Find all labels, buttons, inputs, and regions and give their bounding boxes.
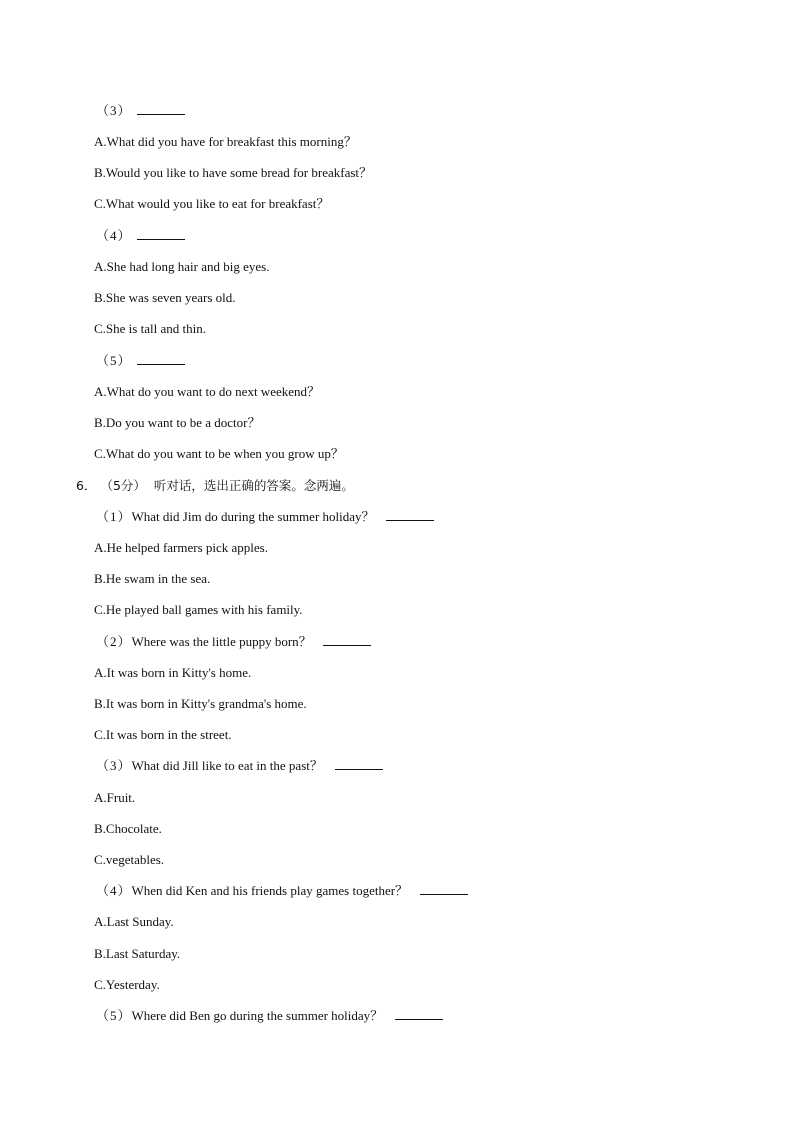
answer-blank[interactable]	[386, 509, 434, 521]
answer-blank[interactable]	[137, 353, 185, 365]
question-6-1-stem	[96, 509, 434, 525]
answer-blank[interactable]	[323, 634, 371, 646]
question-number: （3）	[96, 758, 132, 773]
option-b: B.Chocolate.	[94, 821, 162, 836]
question-number: （4）	[96, 228, 132, 243]
option-a: A.What do you want to do next weekend？	[94, 384, 321, 399]
question-text: Where did Ben go during the summer holiday？	[131, 1008, 384, 1023]
answer-blank[interactable]	[137, 103, 185, 115]
answer-blank[interactable]	[137, 228, 185, 240]
question-number: （5）	[96, 353, 132, 368]
option-c: C.What do you want to be when you grow up？	[94, 446, 344, 461]
option-b: B.Would you like to have some bread for breakfast？	[94, 165, 373, 180]
option-c: C.Yesterday.	[94, 977, 160, 992]
section-instruction: 听对话，选出正确的答案。念两遍。	[153, 478, 354, 493]
option-a: A.It was born in Kitty's home.	[94, 665, 252, 680]
option-a: A.He helped farmers pick apples.	[94, 540, 268, 555]
question-6-4-stem	[96, 883, 468, 899]
section-score: （5分）	[100, 478, 146, 493]
question-number: （2）	[96, 634, 132, 649]
option-b: B.Do you want to be a doctor？	[94, 415, 261, 430]
question-text: What did Jim do during the summer holiday？	[131, 509, 375, 524]
question-text: What did Jill like to eat in the past？	[131, 758, 323, 773]
question-text: Where was the little puppy born？	[131, 634, 312, 649]
option-a: A.Last Sunday.	[94, 914, 174, 929]
option-b: B.He swam in the sea.	[94, 571, 211, 586]
answer-blank[interactable]	[420, 883, 468, 895]
question-number: （4）	[96, 883, 132, 898]
option-a: A.What did you have for breakfast this morning？	[94, 134, 357, 149]
option-a: A.She had long hair and big eyes.	[94, 259, 270, 274]
answer-blank[interactable]	[395, 1008, 443, 1020]
question-5-4-stem	[96, 228, 185, 244]
option-b: B.It was born in Kitty's grandma's home.	[94, 696, 307, 711]
option-c: C.He played ball games with his family.	[94, 602, 303, 617]
option-c: C.It was born in the street.	[94, 727, 232, 742]
section-6-header	[76, 478, 354, 494]
question-text: When did Ken and his friends play games together？	[131, 883, 409, 898]
option-c: C.What would you like to eat for breakfast？	[94, 196, 330, 211]
option-b: B.Last Saturday.	[94, 946, 181, 961]
question-number: （3）	[96, 103, 132, 118]
option-c: C.vegetables.	[94, 852, 165, 867]
question-number: （1）	[96, 509, 132, 524]
section-number: 6．	[76, 478, 97, 493]
answer-blank[interactable]	[335, 758, 383, 770]
question-6-5-stem	[96, 1008, 443, 1024]
question-number: （5）	[96, 1008, 132, 1023]
option-b: B.She was seven years old.	[94, 290, 236, 305]
question-5-5-stem	[96, 353, 185, 369]
option-a: A.Fruit.	[94, 790, 136, 805]
question-5-3-stem	[96, 103, 185, 119]
question-6-2-stem	[96, 634, 371, 650]
question-6-3-stem	[96, 758, 383, 774]
option-c: C.She is tall and thin.	[94, 321, 206, 336]
